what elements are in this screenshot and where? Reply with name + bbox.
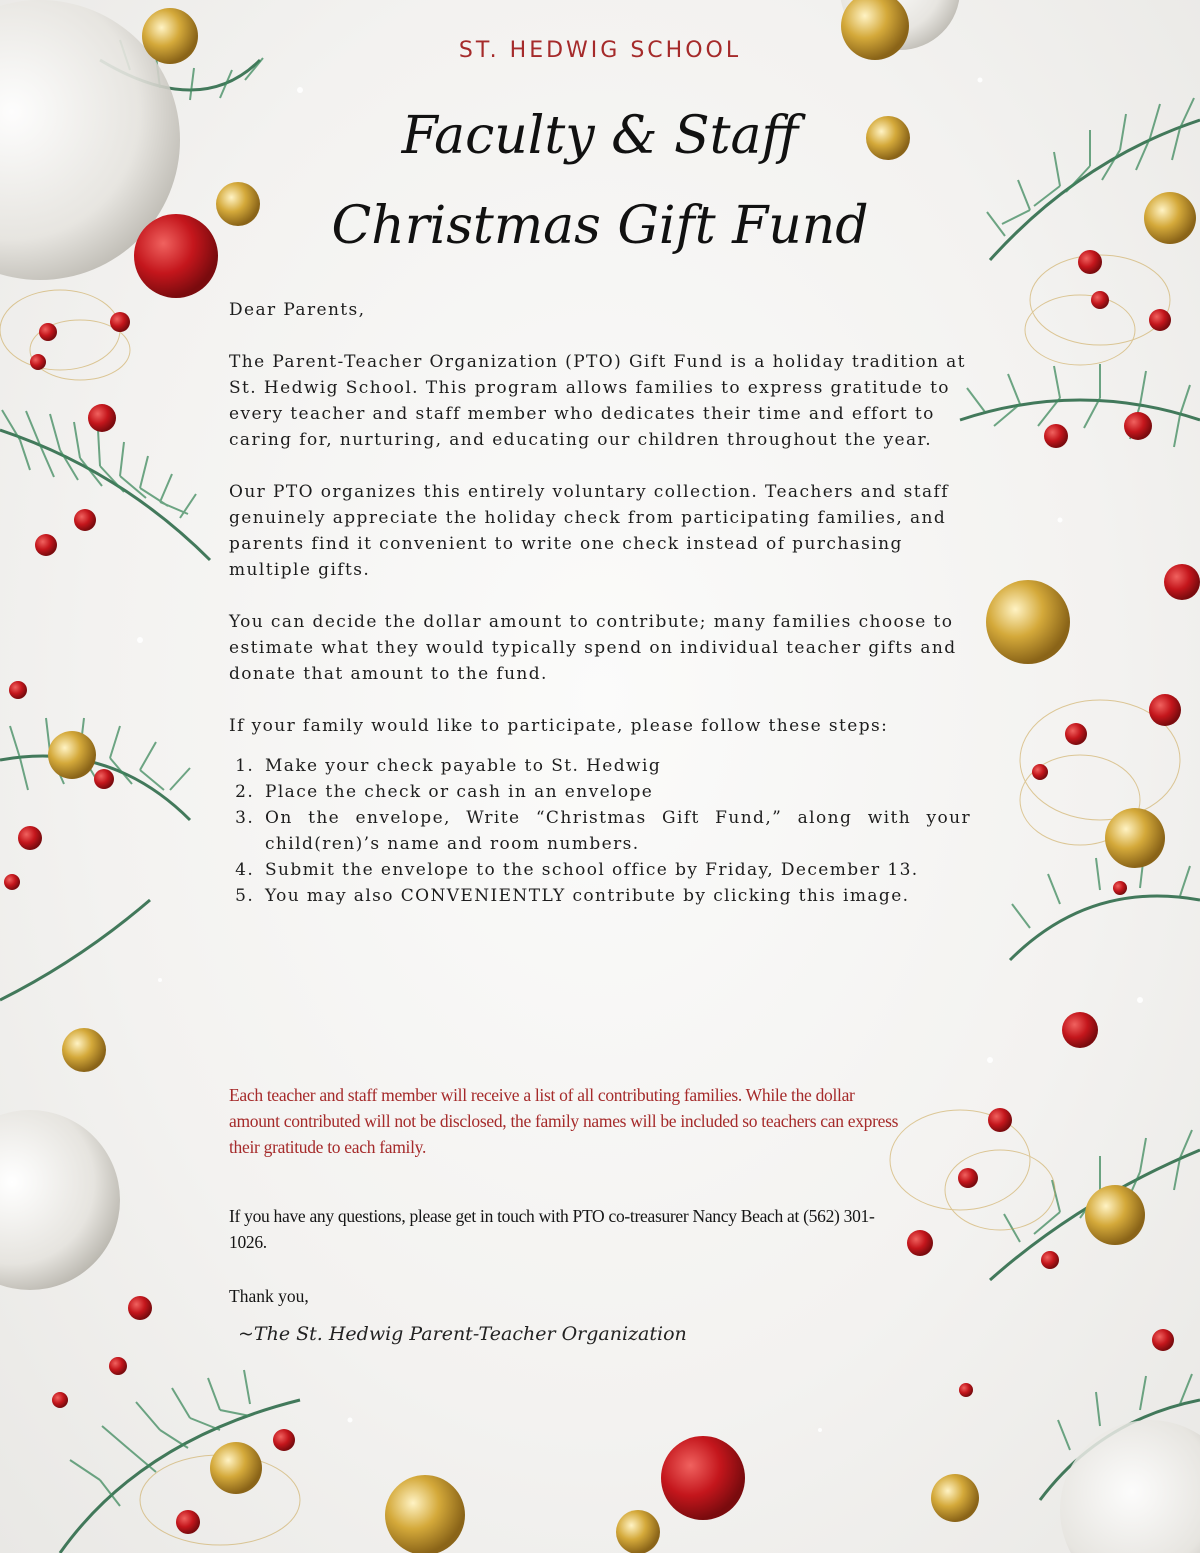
title-line-1: Faculty & Staff <box>401 106 799 166</box>
steps-list <box>229 753 971 909</box>
contact-info: If you have any questions, please get in touch with PTO co-treasurer Nancy Beach at (562) 301-1026. <box>229 1206 875 1252</box>
step-item: 4. Submit the envelope to the school office by Friday, December 13. <box>261 857 971 883</box>
step-item-contribute-link[interactable]: 5. You may also CONVENIENTLY contribute by clicking this image. <box>261 883 971 909</box>
step-item: 3. On the envelope, Write “Christmas Gift Fund,” along with your child(ren)’s name and room numbers. <box>261 805 971 857</box>
step-item: 1. Make your check payable to St. Hedwig <box>261 753 971 779</box>
paragraph-amount: You can decide the dollar amount to contribute; many families choose to estimate what they would typically spend on individual teacher gifts and donate that amount to the fund. <box>229 612 957 684</box>
letter-body <box>229 297 971 909</box>
closing: Thank you, <box>229 1286 309 1306</box>
paragraph-voluntary: Our PTO organizes this entirely voluntary collection. Teachers and staff genuinely appreciate the holiday check from participating families, and parents find it convenient to write one check instead of purchasing multiple gifts. <box>229 482 949 580</box>
school-name: ST. HEDWIG SCHOOL <box>458 38 742 63</box>
greeting: Dear Parents, <box>229 300 366 320</box>
paragraph-intro: The Parent-Teacher Organization (PTO) Gift Fund is a holiday tradition at St. Hedwig School. This program allows families to express gratitude to every teacher and staff member who dedicates their time and effort to caring for, nurturing, and educating our children throughout the year. <box>229 352 966 450</box>
step-item: 2. Place the check or cash in an envelope <box>261 779 971 805</box>
contributors-note: Each teacher and staff member will receive a list of all contributing families. While the dollar amount contributed will not be disclosed, the family names will be included so teachers can express their gratitude to each family. <box>229 1085 899 1157</box>
steps-intro: If your family would like to participate, please follow these steps: <box>229 716 889 736</box>
title-line-2: Christmas Gift Fund <box>331 196 869 256</box>
signature: ~The St. Hedwig Parent-Teacher Organization <box>238 1323 687 1345</box>
